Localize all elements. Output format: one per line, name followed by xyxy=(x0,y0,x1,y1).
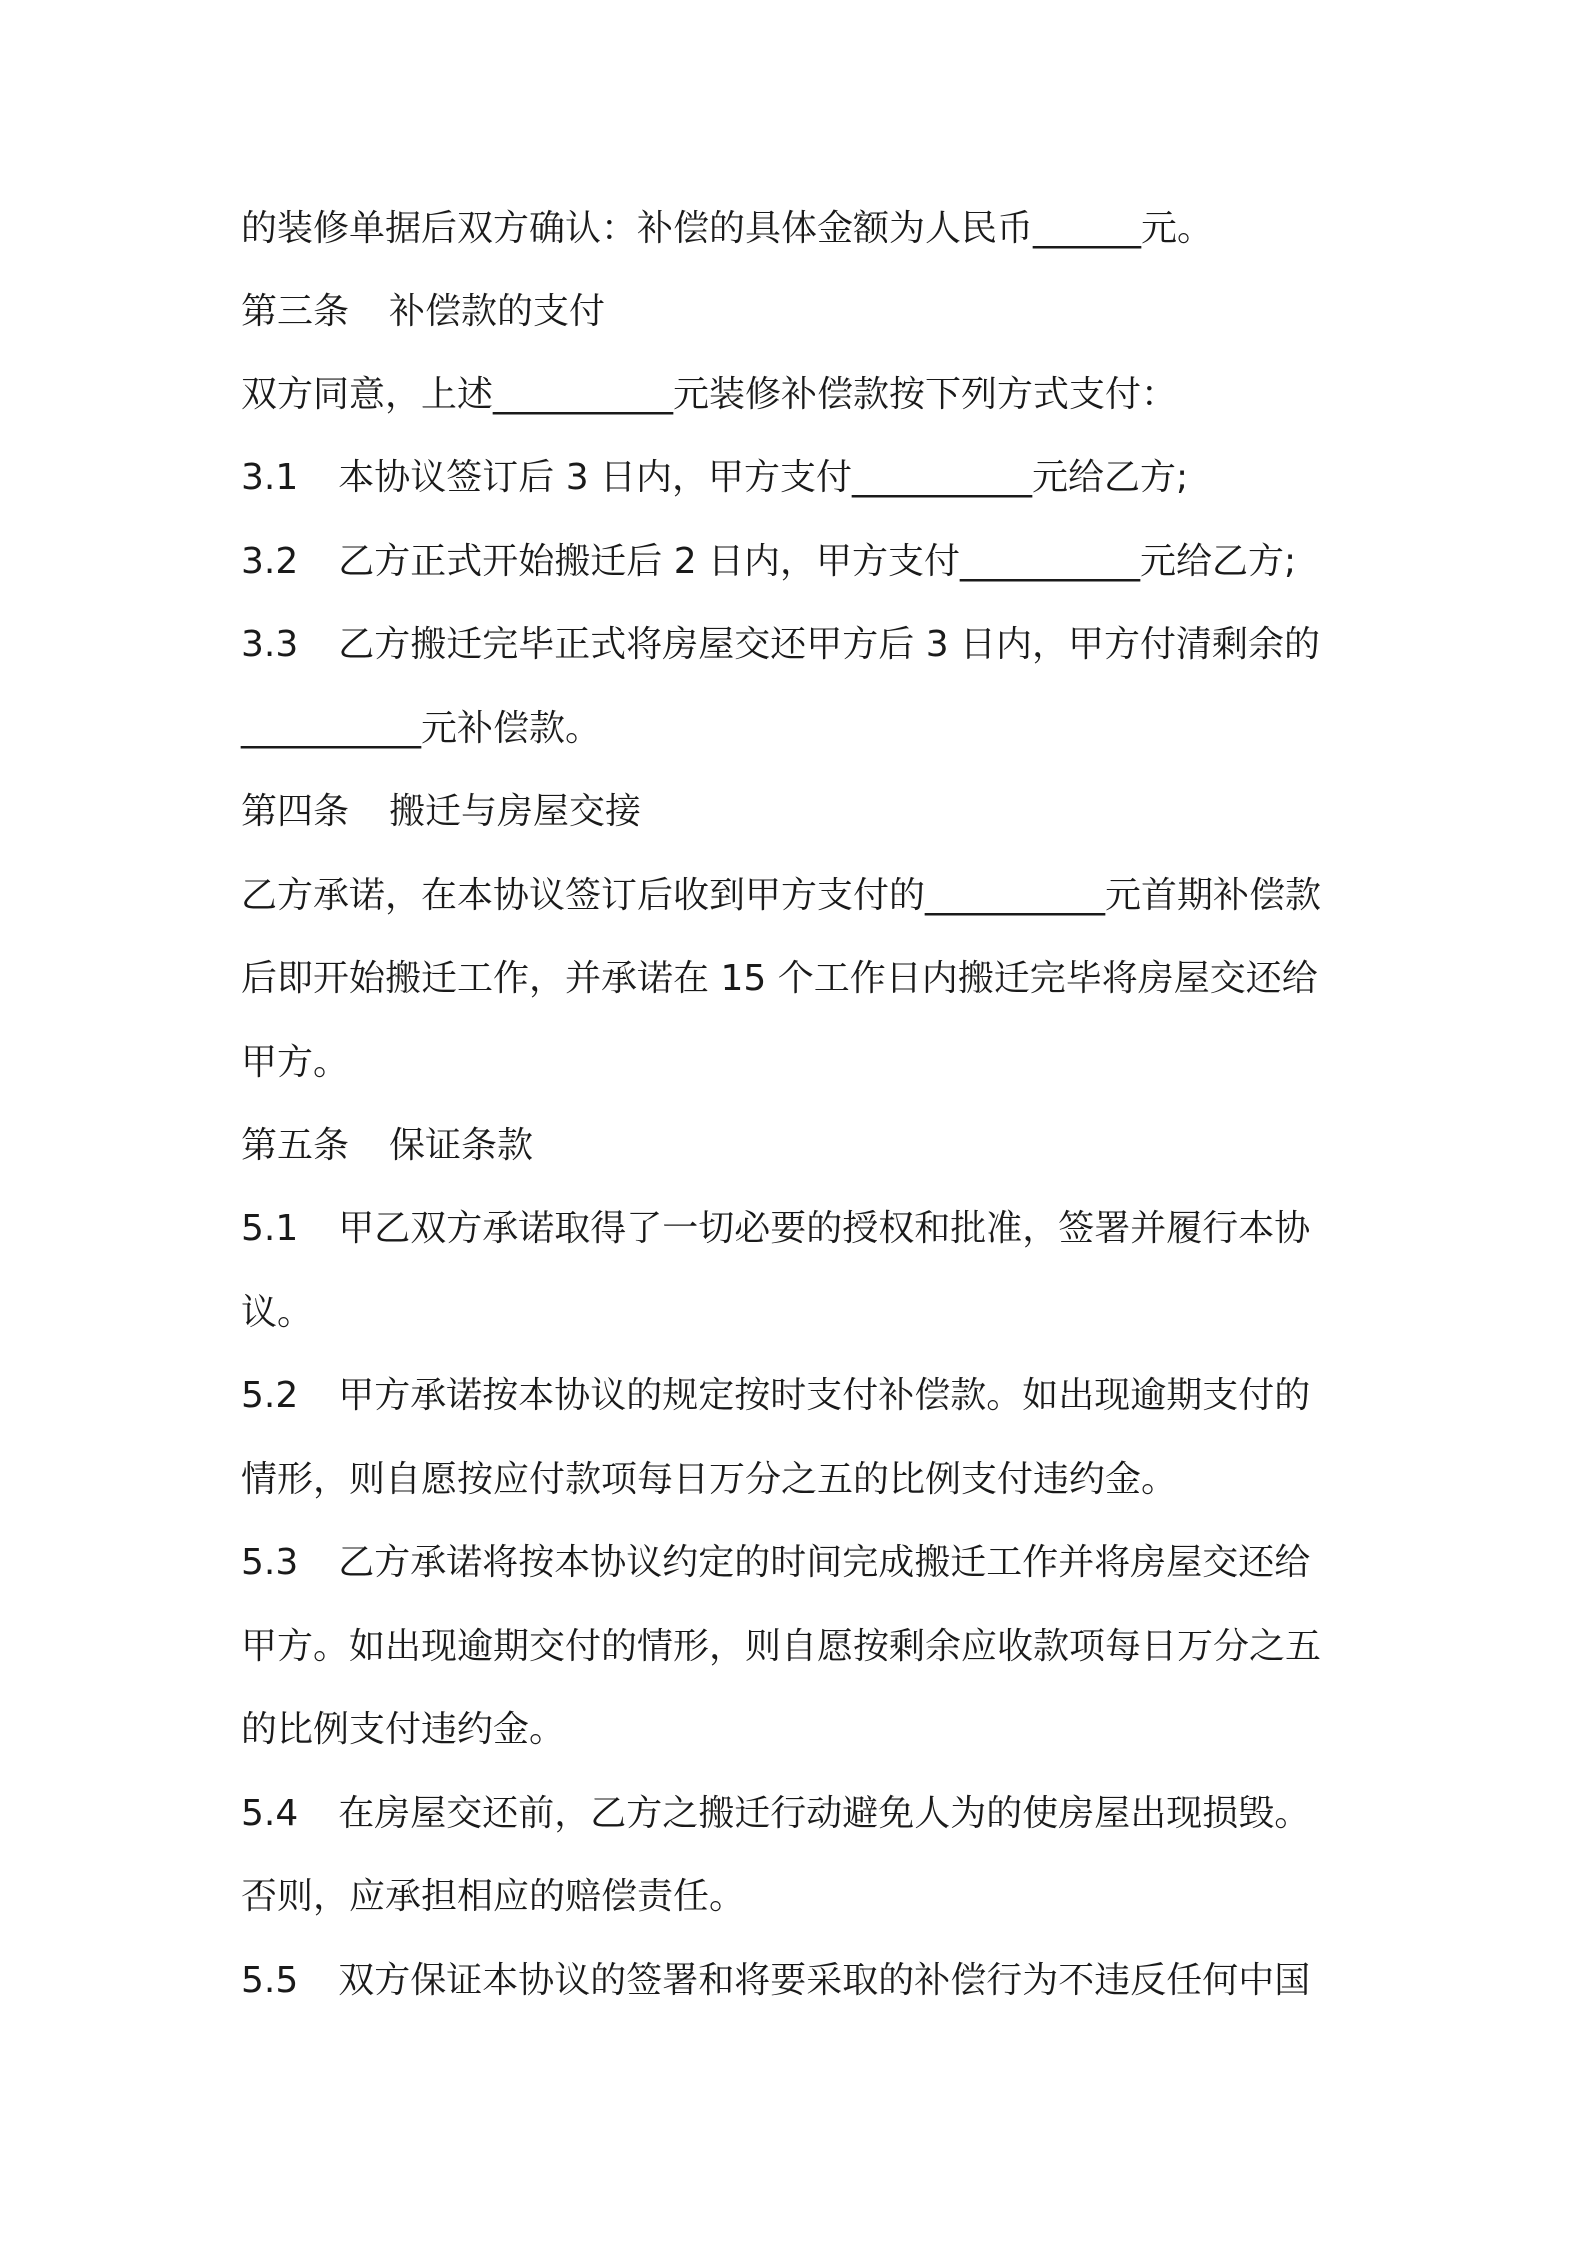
clause-item xyxy=(241,1372,1310,1420)
text-line xyxy=(241,1623,1321,1671)
clause-item xyxy=(241,1790,1310,1838)
section-number: 第四条 xyxy=(241,791,350,832)
line-text: 的装修单据后双方确认：补偿的具体金额为人民币______元。 xyxy=(241,208,1214,249)
line-text: 甲方。如出现逾期交付的情形，则自愿按剩余应收款项每日万分之五 xyxy=(241,1626,1322,1667)
text-line xyxy=(241,955,1318,1003)
clause-number: 3.3 xyxy=(241,624,299,665)
line-text: 乙方承诺，在本协议签订后收到甲方支付的__________元首期补偿款 xyxy=(241,875,1322,916)
text-line xyxy=(241,371,1177,419)
section-heading xyxy=(241,788,641,836)
clause-item xyxy=(241,621,1320,669)
section-number: 第三条 xyxy=(241,291,350,332)
section-title: 搬迁与房屋交接 xyxy=(389,791,642,832)
text-line xyxy=(241,1706,565,1754)
clause-item xyxy=(241,454,1188,502)
section-title: 保证条款 xyxy=(389,1125,534,1166)
clause-text: 乙方正式开始搬迁后 2 日内，甲方支付__________元给乙方; xyxy=(338,541,1297,582)
line-text: 的比例支付违约金。 xyxy=(241,1709,566,1750)
text-line xyxy=(241,872,1321,920)
text-line xyxy=(241,1289,313,1337)
text-line xyxy=(241,1873,745,1921)
text-line xyxy=(241,705,601,753)
clause-item xyxy=(241,538,1296,586)
line-text: 双方同意，上述__________元装修补偿款按下列方式支付： xyxy=(241,374,1178,415)
text-line xyxy=(241,1456,1177,1504)
section-heading xyxy=(241,1122,533,1170)
line-text: 甲方。 xyxy=(241,1042,350,1083)
line-text: __________元补偿款。 xyxy=(241,708,602,749)
section-heading xyxy=(241,288,605,336)
text-line xyxy=(241,1039,349,1087)
clause-number: 3.2 xyxy=(241,541,299,582)
clause-text: 双方保证本协议的签署和将要采取的补偿行为不违反任何中国 xyxy=(338,1960,1311,2001)
clause-text: 乙方搬迁完毕正式将房屋交还甲方后 3 日内，甲方付清剩余的 xyxy=(338,624,1321,665)
line-text: 情形，则自愿按应付款项每日万分之五的比例支付违约金。 xyxy=(241,1459,1178,1500)
clause-text: 在房屋交还前，乙方之搬迁行动避免人为的使房屋出现损毁。 xyxy=(338,1793,1311,1834)
clause-item xyxy=(241,1205,1310,1253)
clause-number: 5.4 xyxy=(241,1793,299,1834)
text-line xyxy=(241,205,1213,253)
clause-number: 3.1 xyxy=(241,457,299,498)
clause-number: 5.5 xyxy=(241,1960,299,2001)
clause-item xyxy=(241,1957,1310,2005)
section-number: 第五条 xyxy=(241,1125,350,1166)
clause-number: 5.3 xyxy=(241,1542,299,1583)
clause-number: 5.1 xyxy=(241,1208,299,1249)
clause-text: 甲方承诺按本协议的规定按时支付补偿款。如出现逾期支付的 xyxy=(338,1375,1311,1416)
line-text: 议。 xyxy=(241,1292,314,1333)
clause-item xyxy=(241,1539,1310,1587)
clause-text: 乙方承诺将按本协议约定的时间完成搬迁工作并将房屋交还给 xyxy=(338,1542,1311,1583)
line-text: 否则，应承担相应的赔偿责任。 xyxy=(241,1876,746,1917)
clause-number: 5.2 xyxy=(241,1375,299,1416)
section-title: 补偿款的支付 xyxy=(389,291,606,332)
clause-text: 甲乙双方承诺取得了一切必要的授权和批准，签署并履行本协 xyxy=(338,1208,1311,1249)
clause-text: 本协议签订后 3 日内，甲方支付__________元给乙方; xyxy=(338,457,1189,498)
line-text: 后即开始搬迁工作，并承诺在 15 个工作日内搬迁完毕将房屋交还给 xyxy=(241,958,1318,999)
